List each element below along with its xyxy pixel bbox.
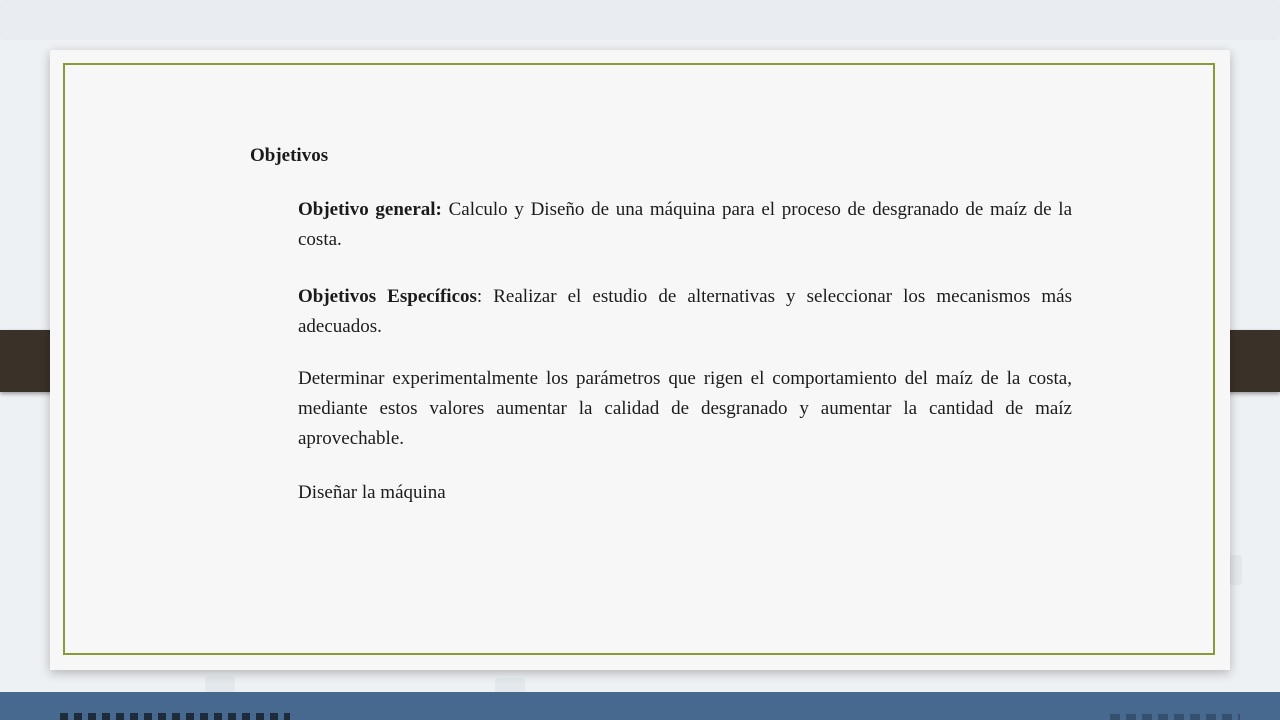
determine-paragraph: Determinar experimentalmente los parámetros que rigen el comportamiento del maíz de la costa, mediante estos valores aumentar la calidad de desgranado y aumentar la cantidad de maíz aprovechable.: [298, 368, 1072, 449]
background-decoration: [1228, 555, 1242, 585]
slide-card: [50, 50, 1230, 670]
specific-objectives-paragraph: [298, 282, 1072, 342]
background-decoration: [0, 0, 1280, 40]
bottom-bar-partial-text: [60, 713, 290, 720]
slide-heading: Objetivos: [250, 145, 329, 166]
general-objective-label: Objetivo general:: [298, 199, 442, 220]
slide-content: [50, 50, 1230, 670]
general-objective-text: Calculo y Diseño de una máquina para el proceso de desgranado de maíz de la costa.: [298, 199, 1072, 250]
general-objective-paragraph: [298, 195, 1072, 255]
specific-objectives-label: Objetivos Específicos: [298, 286, 477, 307]
bottom-bar-partial-text-right: [1110, 714, 1240, 720]
design-paragraph: Diseñar la máquina: [298, 482, 446, 503]
specific-objectives-text: : Realizar el estudio de alternativas y seleccionar los mecanismos más adecuados.: [298, 286, 1072, 337]
